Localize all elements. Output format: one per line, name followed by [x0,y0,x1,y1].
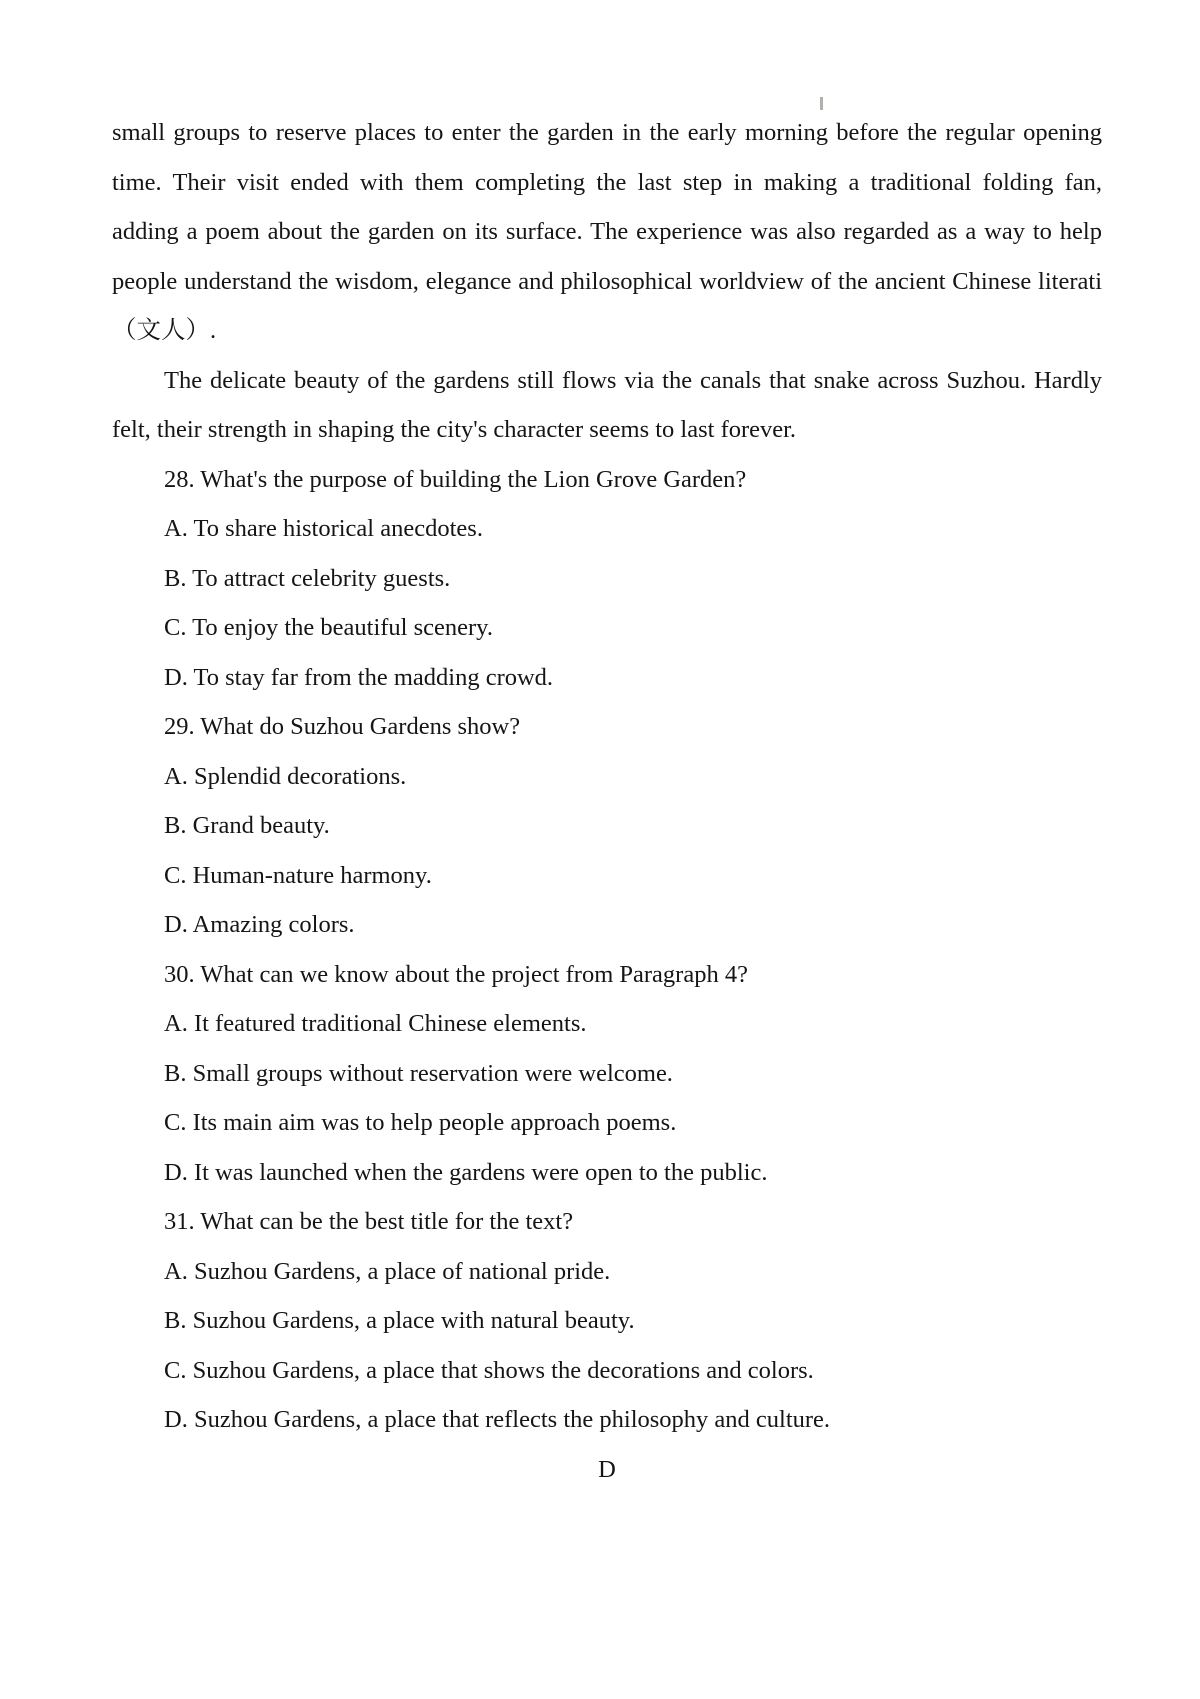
passage-line: felt, their strength in shaping the city's character seems to last forever. [112,416,797,443]
question-option: D. It was launched when the gardens were open to the public. [164,1158,768,1186]
question-prompt: 28. What's the purpose of building the Lion Grove Garden? [164,465,747,493]
section-label: D [598,1455,616,1483]
question-option: A. Suzhou Gardens, a place of national pride. [164,1257,611,1285]
passage-line: adding a poem about the garden on its surface. The experience was also regarded as a way to help [112,218,1102,245]
document-content [112,108,1102,1494]
question-option: C. Its main aim was to help people approach poems. [164,1109,677,1136]
question-prompt: 31. What can be the best title for the text? [164,1208,574,1235]
passage-line: small groups to reserve places to enter the garden in the early morning before the regular opening [112,119,1102,146]
passage-line: The delicate beauty of the gardens still flows via the canals that snake across Suzhou. Hardly [164,366,1102,394]
question-option: C. Suzhou Gardens, a place that shows the decorations and colors. [164,1356,814,1384]
question-option: C. To enjoy the beautiful scenery. [164,614,493,641]
passage-line: time. Their visit ended with them completing the last step in making a traditional folding fan, [112,168,1102,196]
question-option: B. Grand beauty. [164,812,330,839]
passage-line: （文人）. [112,317,217,344]
question-option: D. To stay far from the madding crowd. [164,663,554,691]
question-option: A. To share historical anecdotes. [164,515,483,542]
question-prompt: 29. What do Suzhou Gardens show? [164,713,521,740]
question-option: D. Amazing colors. [164,911,355,938]
question-option: B. Suzhou Gardens, a place with natural beauty. [164,1307,635,1334]
question-option: B. Small groups without reservation were welcome. [164,1059,673,1087]
question-option: A. Splendid decorations. [164,762,407,790]
question-option: A. It featured traditional Chinese elements. [164,1010,587,1037]
question-option: D. Suzhou Gardens, a place that reflects the philosophy and culture. [164,1406,831,1433]
question-option: C. Human-nature harmony. [164,861,432,889]
passage-line: people understand the wisdom, elegance and philosophical worldview of the ancient Chinese literati [112,267,1102,295]
question-option: B. To attract celebrity guests. [164,564,451,592]
question-prompt: 30. What can we know about the project from Paragraph 4? [164,960,748,988]
